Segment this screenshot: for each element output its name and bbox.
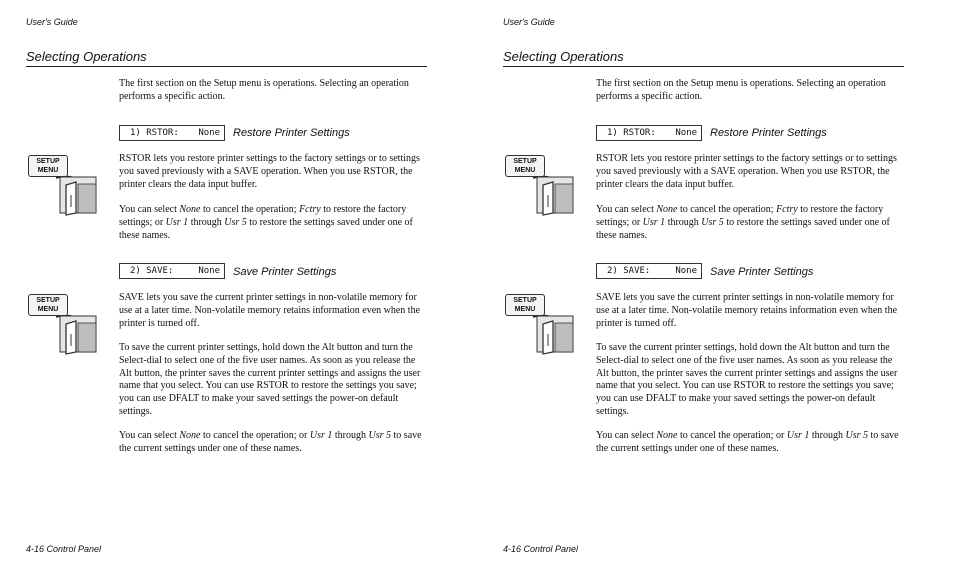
- rstor-lcd-display: [596, 125, 702, 141]
- save-heading: Save Printer Settings: [710, 266, 814, 278]
- intro-paragraph: The first section on the Setup menu is operations. Selecting an operation performs a specific action.: [119, 78, 409, 102]
- page-footer: 4-16 Control Panel: [503, 544, 579, 554]
- rstor-options: You can select None to cancel the operation; Fctry to restore the factory settings; or Usr 1 through Usr 5 to restore the settings saved under one of these names.: [119, 204, 413, 241]
- lcd-value: None: [198, 128, 220, 138]
- lcd-value: None: [675, 128, 697, 138]
- rstor-options: You can select None to cancel the operation; Fctry to restore the factory settings; or Usr 1 through Usr 5 to restore the settings saved under one of these names.: [596, 204, 890, 241]
- section-title: Selecting Operations: [26, 49, 147, 64]
- save-instructions: To save the current printer settings, hold down the Alt button and turn the Select-dial to select one of the five user names. As soon as you release the Alt button, the printer saves the current printer settings and assigns the user name that you select. You can use RSTOR to restore the settings you save; you can use DFALT to make your saved settings the power-on default settings.: [119, 342, 421, 417]
- save-lcd-display: [596, 263, 702, 279]
- setup-menu-key-icon: [503, 155, 575, 235]
- rstor-lcd-display: [119, 125, 225, 141]
- running-header: User's Guide: [503, 17, 555, 27]
- save-description: SAVE lets you save the current printer settings in non-volatile memory for use at a later time. Non-volatile memory retains information even when the printer is turned off.: [596, 292, 898, 329]
- save-options: You can select None to cancel the operation; or Usr 1 through Usr 5 to save the current settings under one of these names.: [119, 430, 422, 454]
- rstor-description: RSTOR lets you restore printer settings to the factory settings or to settings you saved previously with a SAVE operation. When you use RSTOR, the printer clears the data input buffer.: [119, 153, 420, 190]
- section-title: Selecting Operations: [503, 49, 624, 64]
- title-rule: [26, 66, 427, 67]
- lcd-label: 2) SAVE:: [607, 266, 651, 276]
- lcd-label: 1) RSTOR:: [130, 128, 179, 138]
- left-page: [26, 0, 456, 580]
- running-header: User's Guide: [26, 17, 78, 27]
- save-instructions: To save the current printer settings, hold down the Alt button and turn the Select-dial to select one of the five user names. As soon as you release the Alt button, the printer saves the current printer settings and assigns the user name that you select. You can use RSTOR to restore the settings you save; you can use DFALT to make your saved settings the power-on default settings.: [596, 342, 898, 417]
- lcd-value: None: [198, 266, 220, 276]
- save-description: SAVE lets you save the current printer settings in non-volatile memory for use at a later time. Non-volatile memory retains information even when the printer is turned off.: [119, 292, 421, 329]
- setup-menu-key: SETUP MENU: [28, 294, 68, 316]
- setup-menu-key: SETUP MENU: [505, 155, 545, 177]
- save-lcd-display: [119, 263, 225, 279]
- restore-heading: Restore Printer Settings: [710, 127, 827, 139]
- lcd-label: 2) SAVE:: [130, 266, 174, 276]
- save-options: You can select None to cancel the operation; or Usr 1 through Usr 5 to save the current settings under one of these names.: [596, 430, 899, 454]
- right-page: [503, 0, 933, 580]
- lcd-value: None: [675, 266, 697, 276]
- setup-menu-key-icon: [26, 155, 98, 235]
- setup-menu-key-icon: [503, 294, 575, 374]
- rstor-description: RSTOR lets you restore printer settings to the factory settings or to settings you saved previously with a SAVE operation. When you use RSTOR, the printer clears the data input buffer.: [596, 153, 897, 190]
- save-heading: Save Printer Settings: [233, 266, 337, 278]
- page-footer: 4-16 Control Panel: [26, 544, 102, 554]
- setup-menu-key: SETUP MENU: [28, 155, 68, 177]
- intro-paragraph: The first section on the Setup menu is operations. Selecting an operation performs a specific action.: [596, 78, 886, 102]
- restore-heading: Restore Printer Settings: [233, 127, 350, 139]
- setup-menu-key-icon: [26, 294, 98, 374]
- setup-menu-key: SETUP MENU: [505, 294, 545, 316]
- lcd-label: 1) RSTOR:: [607, 128, 656, 138]
- title-rule: [503, 66, 904, 67]
